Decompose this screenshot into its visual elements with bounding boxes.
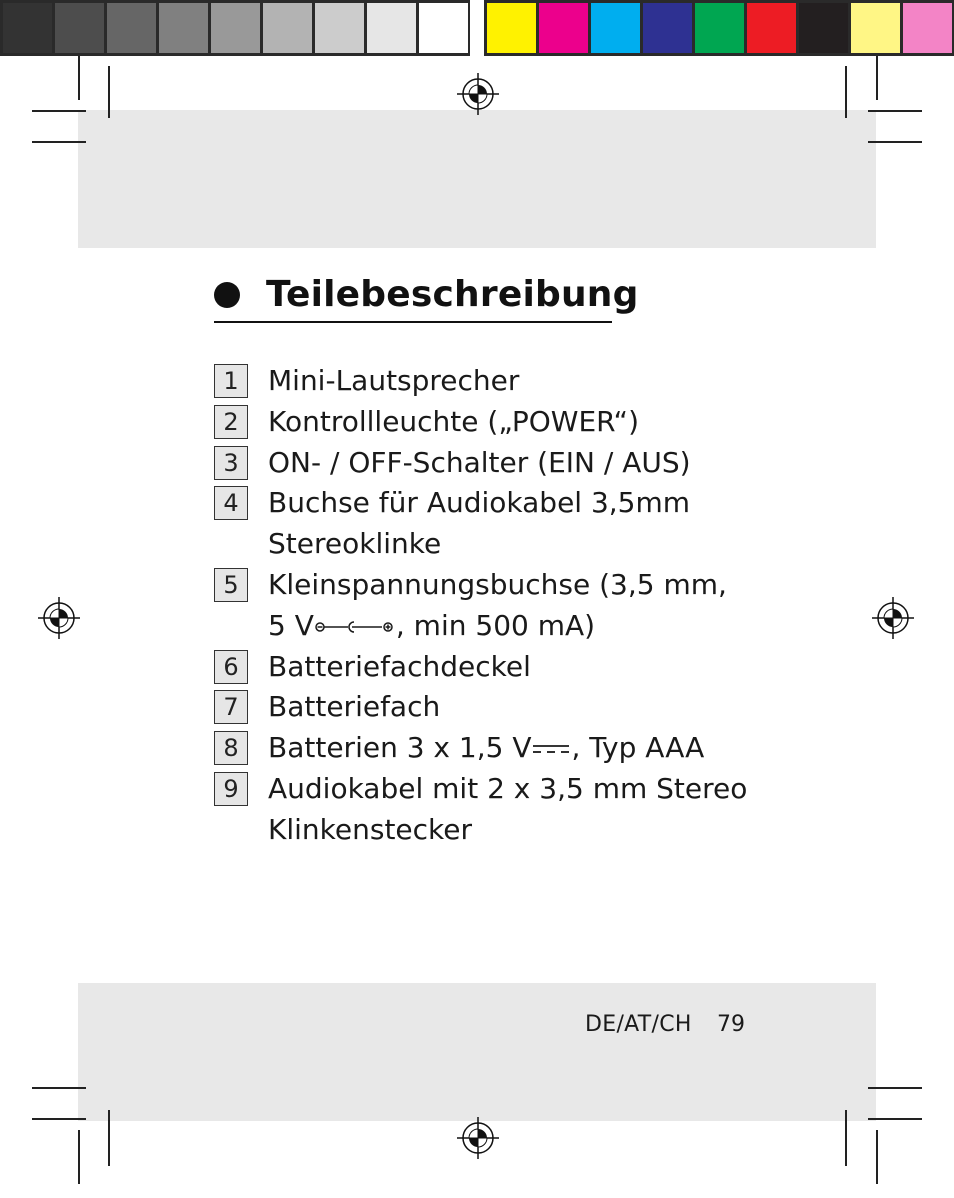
gray-swatch [315, 3, 364, 53]
item-label-voltage: 5 V [268, 608, 314, 642]
registration-mark-icon [38, 597, 80, 639]
list-item [214, 361, 834, 402]
color-swatch [695, 3, 744, 53]
list-item [214, 647, 834, 688]
registration-mark-icon [457, 73, 499, 115]
item-label [268, 483, 690, 565]
item-number: 2 [214, 405, 248, 439]
item-label-line-1: Audiokabel mit 2 x 3,5 mm Stereo [268, 771, 748, 805]
list-item [214, 769, 834, 851]
item-label-battery: Batterien 3 x 1,5 V [268, 731, 532, 765]
item-label [268, 728, 704, 769]
bottom-gray-band [78, 983, 876, 1121]
item-number: 3 [214, 446, 248, 480]
item-number: 5 [214, 568, 248, 602]
top-gray-band [78, 110, 876, 248]
color-calibration-bar [0, 0, 954, 56]
list-item [214, 687, 834, 728]
section-heading [214, 274, 639, 315]
item-label-line-2: Stereoklinke [268, 527, 442, 561]
item-number: 4 [214, 486, 248, 520]
item-label-line-1: Kleinspannungsbuchse (3,5 mm, [268, 567, 727, 601]
page-title: Teilebeschreibung [266, 274, 639, 315]
item-label-line-1: Buchse für Audiokabel 3,5mm [268, 486, 691, 520]
gray-swatch [211, 3, 260, 53]
item-number: 7 [214, 690, 248, 724]
color-swatch [487, 3, 536, 53]
item-number: 9 [214, 772, 248, 806]
gray-swatch [107, 3, 156, 53]
item-label-line-2: Klinkenstecker [268, 812, 472, 846]
filled-circle-icon [214, 282, 240, 308]
list-item [214, 443, 834, 484]
gray-swatch [263, 3, 312, 53]
color-swatch [539, 3, 588, 53]
item-label: Batteriefachdeckel [268, 649, 531, 683]
color-swatch [591, 3, 640, 53]
list-item [214, 565, 834, 647]
color-swatch [903, 3, 952, 53]
item-label: ON- / OFF-Schalter (EIN / AUS) [268, 445, 691, 479]
registration-mark-icon [872, 597, 914, 639]
list-item [214, 483, 834, 565]
item-number: 6 [214, 650, 248, 684]
color-swatch [643, 3, 692, 53]
parts-list [214, 361, 834, 851]
item-number: 1 [214, 364, 248, 398]
page-number: 79 [717, 1012, 745, 1037]
item-label: Kontrollleuchte („POWER“) [268, 404, 639, 438]
item-label-current: , min 500 mA) [395, 608, 596, 642]
item-number: 8 [214, 731, 248, 765]
list-item [214, 728, 834, 769]
color-swatch [851, 3, 900, 53]
item-label: Mini-Lautsprecher [268, 364, 520, 397]
list-item [214, 402, 834, 443]
gray-swatch [419, 3, 468, 53]
item-label [268, 769, 747, 851]
dc-voltage-symbol-icon [531, 741, 571, 757]
item-label: Batteriefach [268, 690, 441, 724]
registration-mark-icon [457, 1117, 499, 1159]
gray-swatch [3, 3, 52, 53]
gray-swatch [55, 3, 104, 53]
color-swatch [747, 3, 796, 53]
item-label [268, 565, 727, 647]
polarity-symbol-icon [314, 619, 396, 635]
item-label-type: , Typ AAA [571, 731, 705, 765]
gray-swatch [159, 3, 208, 53]
title-underline [214, 321, 612, 323]
gray-swatch [367, 3, 416, 53]
region-label: DE/AT/CH [585, 1012, 692, 1037]
color-swatch [799, 3, 848, 53]
